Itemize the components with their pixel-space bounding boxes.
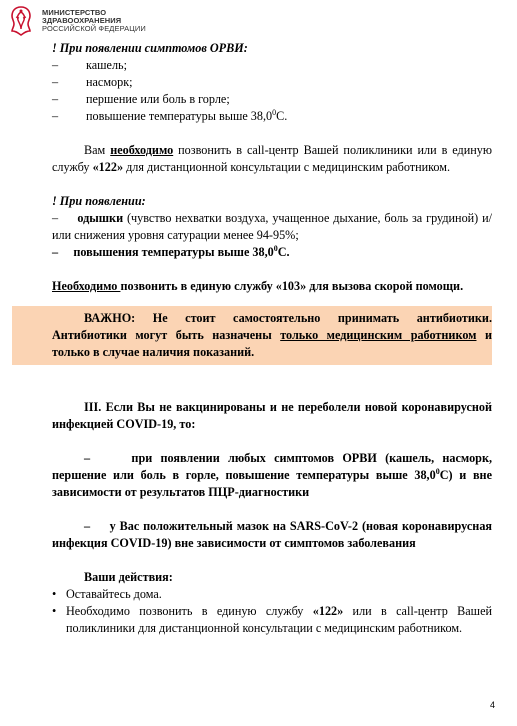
condition-symptoms: – при появлении любых симптомов ОРВИ (кашель, насморк, першение или боль в горле, повышение температуры выше 38,0$^0$С) и вне зависимости от результатов ПЦР-диагностики <box>52 451 493 499</box>
symptom-item: – повышение температуры выше 38,0$^0$С. <box>52 107 288 123</box>
section-heading-unvaccinated: III. Если Вы не вакцинированы и не переболели новой коронавирусной инфекцией COVID-19, то: <box>52 400 492 431</box>
condition-positive-test: – у Вас положительный мазок на SARS-CoV-2 (новая коронавирусная инфекция COVID-19) вне зависимости от симптомов заболевания <box>52 519 493 550</box>
page-number: 4 <box>489 700 495 710</box>
symptom-item: – насморк; <box>52 75 133 89</box>
section-heading-arvi: ! При появлении симптомов ОРВИ: <box>52 41 248 55</box>
ministry-name: МИНИСТЕРСТВО ЗДРАВООХРАНЕНИЯ РОССИЙСКОЙ ФЕДЕРАЦИИ <box>42 7 146 34</box>
ministry-header <box>6 4 146 38</box>
callcenter-paragraph: Вам необходимо позвонить в call-центр Вашей поликлиники или в единую службу «122» для дистанционной консультации с медицинским работником. <box>52 143 492 174</box>
symptom-item: – першение или боль в горле; <box>52 92 230 106</box>
emergency-item-dyspnea: – одышки (чувство нехватки воздуха, учащенное дыхание, боль за грудиной) и/или снижения уровня сатурации менее 94-95%; <box>52 211 493 242</box>
antibiotics-warning: ВАЖНО: Не стоит самостоятельно принимать антибиотики. Антибиотики могут быть назначены только медицинским работником и только в случае наличия показаний. <box>12 306 492 365</box>
ministry-emblem-icon <box>6 5 36 37</box>
actions-title: Ваши действия: <box>84 570 173 584</box>
emergency-item-fever: – повышения температуры выше 38,0$^0$С. <box>52 243 290 259</box>
action-item: • Необходимо позвонить в единую службу «122» или в call-центр Вашей поликлиники для дистанционной консультации с медицинским работником. <box>52 604 492 635</box>
call-103-paragraph: Необходимо позвонить в единую службу «103» для вызова скорой помощи. <box>52 279 464 293</box>
action-item: • Оставайтесь дома. <box>52 587 162 601</box>
section-heading-emergency: ! При появлении: <box>52 194 146 208</box>
document-body <box>52 40 492 637</box>
symptom-item: – кашель; <box>52 58 127 72</box>
